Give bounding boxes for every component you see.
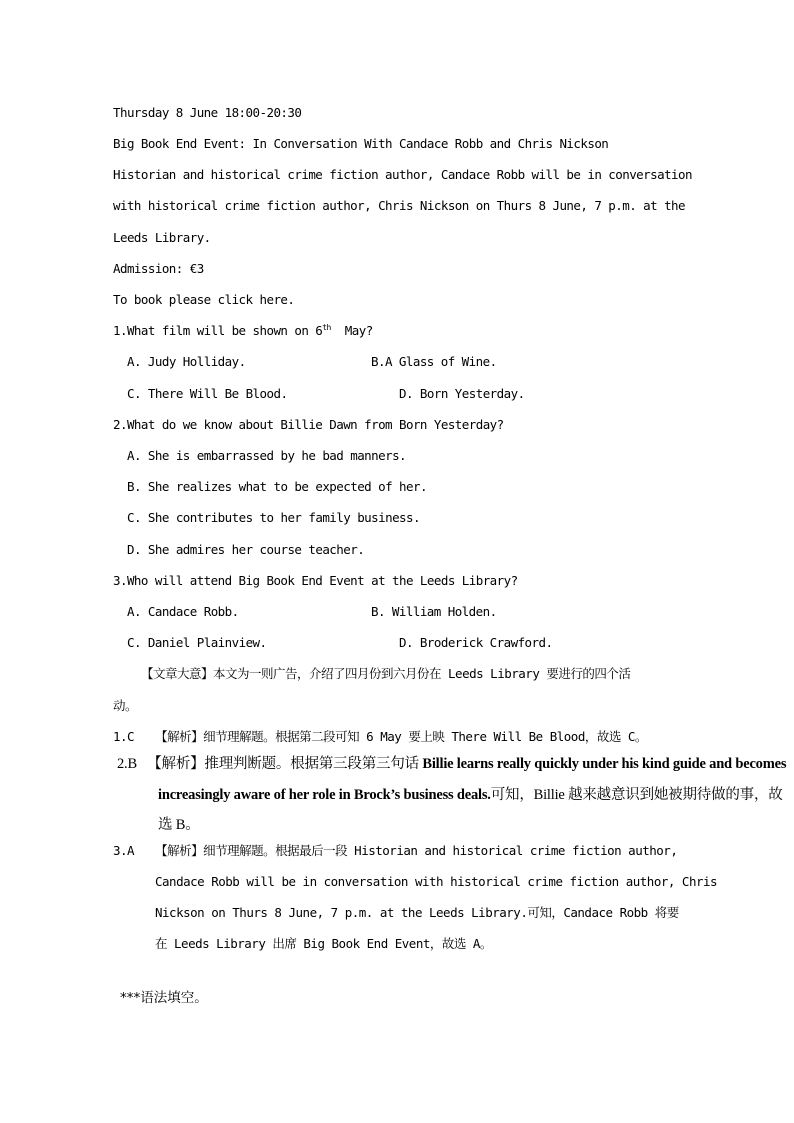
question-2-option-d: D. She admires her course teacher.: [127, 542, 365, 557]
answer-2-line-1: [117, 755, 786, 773]
question-2-option-c: C. She contributes to her family business.: [127, 510, 420, 525]
question-1-option-c: C. There Will Be Blood.: [127, 386, 288, 401]
question-1-stem-text: 1.What film will be shown on 6: [113, 323, 323, 338]
answer-2-line-2: [158, 786, 783, 804]
summary-line-1: 【文章大意】本文为一则广告，介绍了四月份到六月份在 Leeds Library 要进行的四个活: [141, 666, 631, 681]
question-3-option-c: C. Daniel Plainview.: [127, 635, 267, 650]
summary-line-2: 动。: [113, 698, 138, 713]
event-description-line-2: with historical crime fiction author, Chris Nickson on Thurs 8 June, 7 p.m. at the: [113, 198, 686, 213]
answer-3-line-1: 3.A 【解析】细节理解题。根据最后一段 Historian and historical crime fiction author,: [113, 843, 678, 858]
event-admission: Admission: €3: [113, 261, 204, 276]
answer-2-label: 2.B 【解析】推理判断题。根据第三段第三句话: [117, 756, 423, 772]
section-heading-grammar-fill: ***语法填空。: [120, 990, 208, 1006]
event-description-line-1: Historian and historical crime fiction author, Candace Robb will be in conversation: [113, 167, 692, 182]
question-3-option-a: A. Candace Robb.: [127, 604, 239, 619]
answer-2-explanation: 可知，Billie 越来越意识到她被期待做的事，故: [490, 787, 783, 803]
question-2-option-b: B. She realizes what to be expected of her.: [127, 479, 427, 494]
event-description-line-3: Leeds Library.: [113, 230, 211, 245]
event-booking-link: To book please click here.: [113, 292, 295, 307]
question-1-option-d: D. Born Yesterday.: [399, 386, 525, 401]
answer-3-line-2: Candace Robb will be in conversation with historical crime fiction author, Chris: [155, 874, 718, 889]
question-1-stem: [113, 322, 373, 340]
question-1-stem-tail: May?: [330, 323, 373, 338]
question-1-ordinal-suffix: th: [322, 323, 331, 332]
question-2-option-a: A. She is embarrassed by he bad manners.: [127, 448, 407, 463]
question-1-option-a: A. Judy Holliday.: [127, 354, 246, 369]
answer-3-line-4: 在 Leeds Library 出席 Big Book End Event，故选 A。: [155, 936, 492, 951]
answer-2-quote-part-1: Billie learns really quickly under his kind guide and becomes: [422, 756, 787, 772]
answer-1: 1.C 【解析】细节理解题。根据第二段可知 6 May 要上映 There Will Be Blood，故选 C。: [113, 729, 647, 744]
question-1-option-b: B.A Glass of Wine.: [371, 354, 497, 369]
event-title-line: Big Book End Event: In Conversation With Candace Robb and Chris Nickson: [113, 136, 609, 151]
question-2-stem: 2.What do we know about Billie Dawn from Born Yesterday?: [113, 417, 504, 432]
question-3-option-d: D. Broderick Crawford.: [399, 635, 553, 650]
event-date-line: Thursday 8 June 18:00-20:30: [113, 105, 302, 120]
answer-2-line-3: 选 B。: [158, 817, 200, 833]
answer-2-quote-part-2: increasingly aware of her role in Brock’s business deals.: [158, 787, 491, 803]
question-3-option-b: B. William Holden.: [371, 604, 497, 619]
question-3-stem: 3.Who will attend Big Book End Event at the Leeds Library?: [113, 573, 518, 588]
answer-3-line-3: Nickson on Thurs 8 June, 7 p.m. at the Leeds Library.可知，Candace Robb 将要: [155, 905, 679, 920]
